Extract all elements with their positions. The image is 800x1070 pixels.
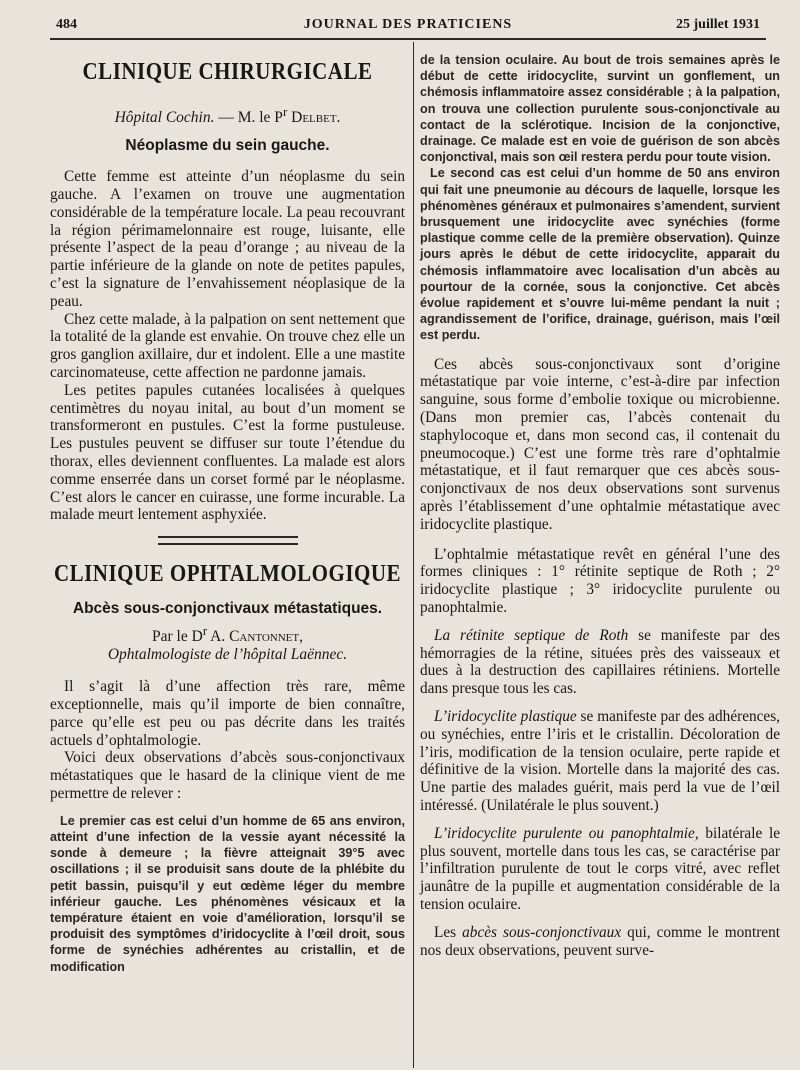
paragraph-plastic — [420, 708, 780, 815]
case-one: Le premier cas est celui d’un homme de 65 ans environ, atteint d’une infection de la vessie ayant nécessité la sonde à demeure ; la fièvre atteignait 39°5 avec oscillations ; il se produisit sans doute de la phlébite du petit bassin, puisqu’il y eut œdème léger du membre inférieur gauche. Les phénomènes vésicaux et la température étaient en voie d’amélioration, lorsqu’il se produisit des symptômes d’iridocyclite à l’œil droit, sous forme de synéchies adhérentes au cristallin, et de modification — [50, 813, 405, 974]
case-two: Le second cas est celui d’un homme de 50 ans environ qui fait une pneumonie au décours de laquelle, lorsque les phénomènes généraux et pulmonaires s’amendent, survient brusquement une iridocyclite avec synéchies (forme plastique comme celle de la première observation). Quinze jours après le début de cette iridocyclite, apparait du chémosis inflammatoire avec localisation d’un abcès au pourtour de la cornée, sous la conjonctive. Cet abcès évolue rapidement et s’ouvre lui-même pendant la nuit ; agrandissement de l’orifice, drainage, guérison, mais l’œil est perdu. — [420, 166, 780, 343]
hospital-line — [50, 104, 405, 127]
abscess-prefix: Les — [434, 923, 463, 941]
hospital-dash: — M. le P — [214, 109, 283, 127]
paragraph: Les petites papules cutanées localisées à quelques centimètres du noyau inital, au bout d’un moment se transformeront en pustules. C’est la forme pustuleuse. Les pustules peuvent se diffuser sur toute l’étendue du thorax, elles deviennent confluentes. La malade est alors comme enserrée dans un corset formé par le néoplasme. C’est alors le cancer en cuirasse, une forme incurable. La malade meurt lentement asphyxiée. — [50, 381, 405, 524]
column-divider — [413, 42, 414, 1068]
professor-name: Delbet. — [287, 109, 341, 127]
paragraph: Chez cette malade, à la palpation on sent nettement que la totalité de la glande est envahie. On trouve chez elle un gros ganglion axillaire, dur et indolent. Elle a une mastite carcinomateuse, cette affection ne pardonne jamais. — [50, 310, 405, 381]
issue-date: 25 juillet 1931 — [676, 17, 760, 32]
paragraph-abscess — [420, 924, 780, 960]
case-one-continued: de la tension oculaire. Au bout de trois semaines après le début de cette iridocyclite, survint un gonflement, un chémosis inflammatoire assez considérable ; à la palpation, on trouva une collection purulente sous-conjonctivale au contact de la sclérotique. Incision de la conjonctive, drainage. Ce malade est en voie de guérison de son abcès conjonctival, mais son œil restera perdu pour toute vision. — [420, 53, 780, 165]
author-affiliation: Ophtalmologiste de l’hôpital Laënnec. — [107, 646, 348, 664]
doctor-sup: r — [202, 623, 208, 639]
paragraph-roth — [420, 627, 780, 698]
term-abscess: abcès sous-conjonctivaux — [462, 923, 622, 941]
author-name: A. Cantonnet, — [207, 628, 303, 646]
left-column — [50, 42, 405, 1070]
paragraph: Cette femme est atteinte d’un néoplasme du sein gauche. A l’examen on trouve une augmentation considérable de la température locale. La peau recouvrant la région périmamelonnaire est rouge, luisante, elle présente l’aspect de la peau d’orange ; au niveau de la partie inférieure de la glande on note de petites papules, c’est la signature de l’envahissement néoplasique de la peau. — [50, 168, 405, 310]
journal-title: JOURNAL DES PRATICIENS — [303, 17, 513, 32]
paragraph: Ces abcès sous-conjonctivaux sont d’origine métastatique par voie interne, c’est-à-dire par infection sanguine, sous forme d’embolie toxique ou microbienne. (Dans mon premier cas, l’abcès contenait du staphylocoque et, dans mon second cas, il contenait du pneumocoque.) C’est une forme très rare d’ophtalmie métastatique, et il faut remarquer que ces abcès sous-conjonctivaux de nos deux observations sont survenus après l’établissement d’une ophtalmie métastatique avec iridocyclite plastique. — [420, 355, 780, 533]
article-subtitle-2: Abcès sous-conjonctivaux métastatiques. — [72, 600, 383, 618]
roth-text: se manifeste par des hémorragies de la rétine, situées près des vaisseaux et dues à la destruction des capillaires rétiniens. Mortelle dans presque tous les cas. — [420, 626, 780, 698]
section-separator — [158, 536, 298, 545]
hospital-name: Hôpital Cochin. — [114, 109, 215, 127]
author-prefix: Par le D — [152, 628, 203, 646]
plastic-text: se manifeste par des adhérences, ou synéchies, entre l’iris et le cristallin. Décoloration de l’iris, modification de la tension oculaire, perte rapide et définitive de la vision. Mortelle dans la majorité des cas. Une partie des malades guérit, mais perd la vue de l’œil intéressé. (Unilatérale le plus souvent.) — [420, 708, 780, 814]
paragraph: Il s’agit là d’une affection très rare, même exceptionnelle, mais qu’il importe de bien connaître, parce qu’elle est peu ou pas décrite dans les traités actuels d’ophtalmologie. — [50, 678, 405, 749]
prof-sup: r — [282, 104, 288, 119]
purulent-text: bilatérale le plus souvent, mortelle dans tous les cas, se caractérise par l’infiltration purulente de tout le corps vitré, avec reflet jaunâtre de la pupille et augmentation considérable de la tension oculaire. — [420, 824, 780, 913]
term-purulent: L’iridocyclite purulente ou panophtalmie, — [434, 824, 699, 842]
paragraph: Voici deux observations d’abcès sous-conjonctivaux métastatiques que le hasard de la clinique vient de me permettre de relever : — [50, 749, 405, 803]
page-number: 484 — [56, 17, 77, 32]
right-column — [420, 42, 780, 1070]
author-line — [50, 623, 405, 646]
paragraph-purulent — [420, 825, 780, 914]
paragraph: L’ophtalmie métastatique revêt en général l’une des formes cliniques : 1° rétinite septique de Roth ; 2° iridocyclite plastique ; 3° iridocyclite purulente ou panophtalmie. — [420, 545, 780, 617]
abscess-text: qui, comme le montrent nos deux observations, peuvent surve- — [420, 923, 780, 959]
page-header — [50, 12, 766, 40]
article-subtitle-1: Néoplasme du sein gauche. — [125, 137, 330, 155]
term-plastic: L’iridocyclite plastique — [434, 708, 577, 725]
term-roth: La rétinite septique de Roth — [434, 626, 629, 644]
section-title-surgery: CLINIQUE CHIRURGICALE — [82, 57, 373, 85]
section-title-ophthalmology: CLINIQUE OPHTALMOLOGIQUE — [53, 559, 402, 587]
